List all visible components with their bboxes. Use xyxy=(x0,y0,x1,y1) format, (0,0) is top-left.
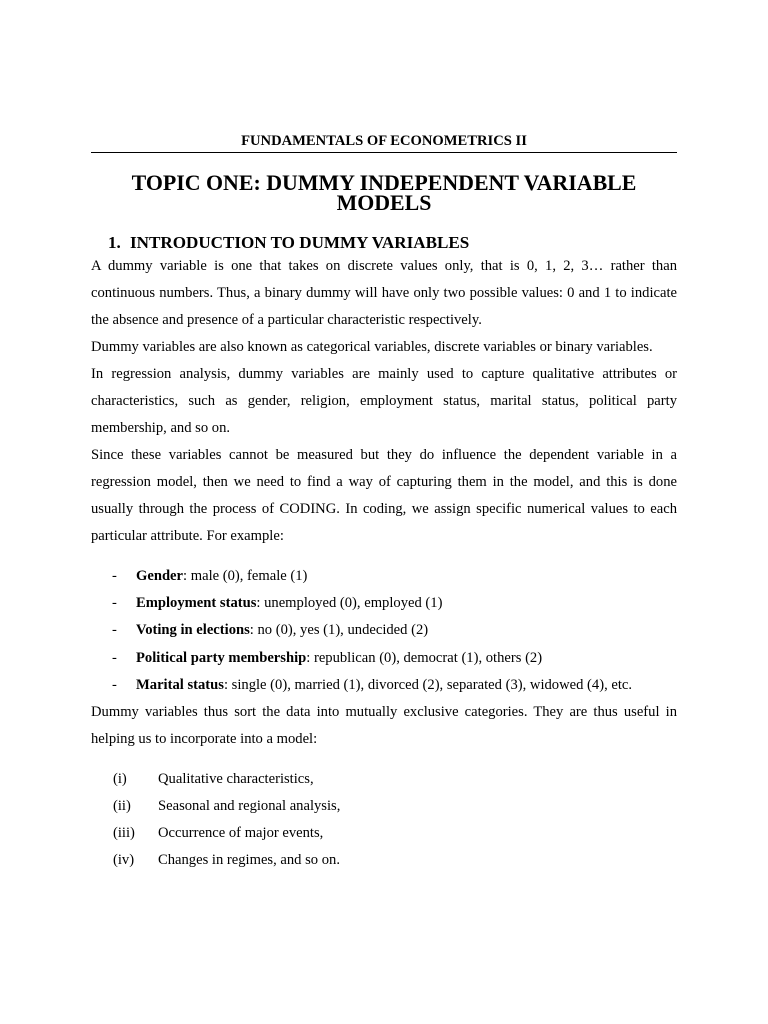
dash-bullet: - xyxy=(112,622,117,639)
example-values: : republican (0), democrat (1), others (2) xyxy=(306,649,543,666)
dash-bullet: - xyxy=(112,568,117,584)
example-term: Employment status xyxy=(136,595,257,612)
example-term: Marital status xyxy=(136,676,224,693)
list-item-text xyxy=(136,617,428,644)
section-heading-text: INTRODUCTION TO DUMMY VARIABLES xyxy=(130,233,470,252)
topic-title: TOPIC ONE: DUMMY INDEPENDENT VARIABLE MODELS xyxy=(131,170,637,215)
list-item xyxy=(91,672,677,699)
example-values: : unemployed (0), employed (1) xyxy=(256,595,443,612)
list-marker: (iii) xyxy=(113,825,135,842)
list-item-text: Qualitative characteristics, xyxy=(158,771,314,788)
list-item-text: Changes in regimes, and so on. xyxy=(158,852,340,869)
list-item-text xyxy=(136,645,542,672)
list-item-text: Occurrence of major events, xyxy=(158,825,324,842)
list-item xyxy=(91,563,677,590)
list-marker: (iv) xyxy=(113,852,135,869)
list-item-text xyxy=(136,563,307,590)
example-term: Political party membership xyxy=(136,649,307,666)
list-item xyxy=(91,766,677,793)
section-heading xyxy=(91,233,677,253)
paragraph-definition: A dummy variable is one that takes on discrete values only, that is 0, 1, 2, 3… rather than continuous numbers. Thus, a binary dummy will have only two possible values: 0 and 1 to indicate the absence and presence of a particular characteristic respectively. xyxy=(91,258,677,328)
list-item xyxy=(91,820,677,847)
coding-examples-list xyxy=(91,563,677,699)
section-number: 1. xyxy=(108,233,121,252)
dash-bullet: - xyxy=(112,649,117,666)
list-item-text xyxy=(136,672,632,699)
list-item-text xyxy=(136,590,442,617)
list-marker: (ii) xyxy=(113,798,131,815)
uses-list xyxy=(91,766,677,874)
list-item xyxy=(91,645,677,672)
list-item-text: Seasonal and regional analysis, xyxy=(158,798,341,815)
paragraph-regression-use: In regression analysis, dummy variables are mainly used to capture qualitative attributes or characteristics, such as gender, religion, employment status, marital status, political party membership, and so on. xyxy=(91,366,677,436)
list-marker: (i) xyxy=(113,771,127,788)
list-item xyxy=(91,617,677,644)
list-item xyxy=(91,590,677,617)
example-term: Gender xyxy=(136,568,184,584)
list-item xyxy=(91,847,677,874)
document-title: FUNDAMENTALS OF ECONOMETRICS II xyxy=(91,131,677,153)
dash-bullet: - xyxy=(112,595,117,612)
dash-bullet: - xyxy=(112,676,117,693)
paragraph-aliases: Dummy variables are also known as categorical variables, discrete variables or binary variables. xyxy=(91,339,653,355)
example-values: : no (0), yes (1), undecided (2) xyxy=(249,622,429,639)
example-values: : male (0), female (1) xyxy=(183,568,308,584)
page-content xyxy=(91,131,677,874)
list-item xyxy=(91,793,677,820)
paragraph-categories: Dummy variables thus sort the data into mutually exclusive categories. They are thus useful in helping us to incorporate into a model: xyxy=(91,704,677,748)
paragraph-coding: Since these variables cannot be measured but they do influence the dependent variable in a regression model, then we need to find a way of capturing them in the model, and this is done usually through the process of CODING. In coding, we assign specific numerical values to each particular attribute. For example: xyxy=(91,447,677,544)
example-values: : single (0), married (1), divorced (2), separated (3), widowed (4), etc. xyxy=(223,676,633,693)
example-term: Voting in elections xyxy=(136,622,250,639)
